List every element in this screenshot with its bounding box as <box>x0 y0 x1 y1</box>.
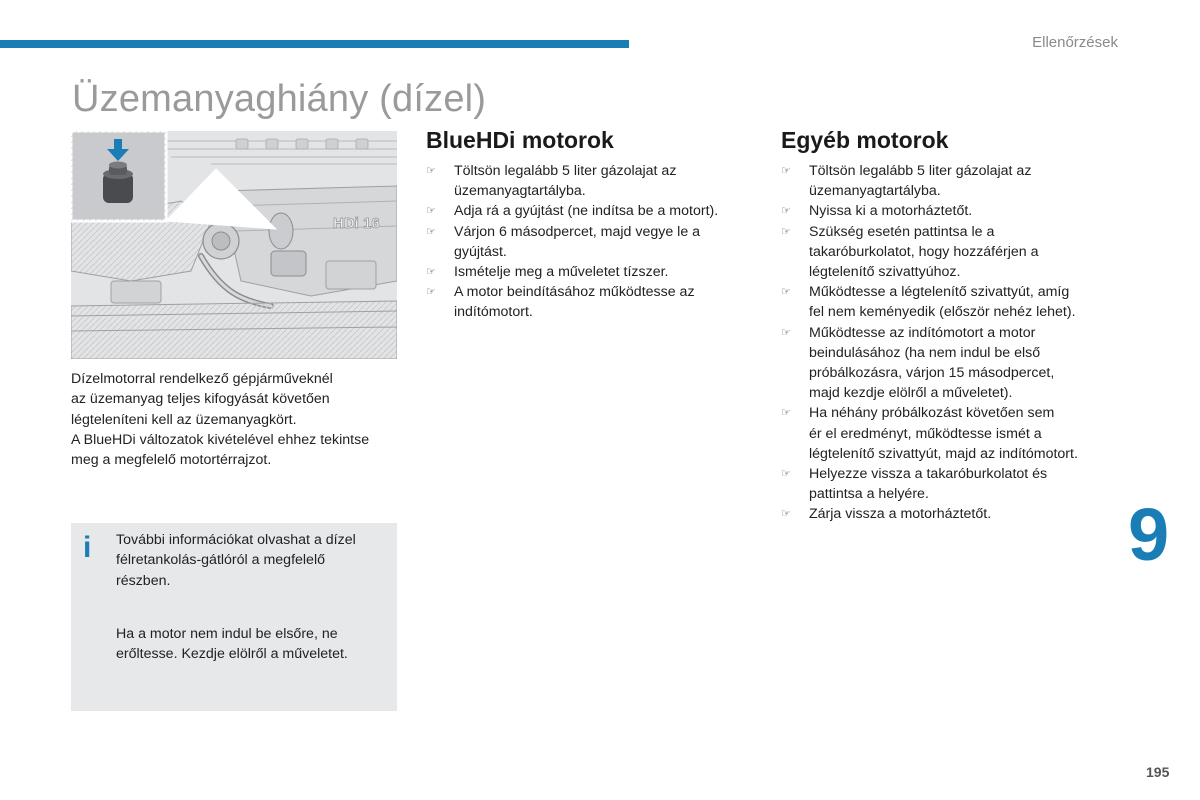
info-line: félretankolás-gátlóról a megfelelő <box>116 552 325 569</box>
step-line: fel nem keményedik (először nehéz lehet). <box>809 304 1076 321</box>
pointing-hand-icon: ☞ <box>781 286 791 299</box>
info-icon: i <box>83 531 92 564</box>
step-line: majd kezdje elölről a műveletet). <box>809 385 1013 402</box>
step-item <box>781 222 1121 283</box>
info-line: Ha a motor nem indul be elsőre, ne <box>116 626 338 642</box>
step-item <box>426 262 756 282</box>
info-line: További információkat olvashat a dízel <box>116 532 356 548</box>
header-accent-bar <box>0 40 629 48</box>
step-line: Töltsön legalább 5 liter gázolajat az <box>454 163 677 179</box>
pointing-hand-icon: ☞ <box>781 508 791 521</box>
step-line: Ha néhány próbálkozást követően sem <box>809 405 1055 422</box>
step-line: Várjon 6 másodpercet, majd vegye le a <box>454 223 701 240</box>
step-line: Adja rá a gyújtást (ne indítsa be a motort). <box>454 203 719 220</box>
section-label: Ellenőrzések <box>1032 34 1118 51</box>
step-line: Működtesse az indítómotort a motor <box>809 324 1036 341</box>
step-line: Töltsön legalább 5 liter gázolajat az <box>809 163 1032 179</box>
step-line: takaróburkolatot, hogy hozzáférjen a <box>809 243 1039 260</box>
other-engines-heading: Egyéb motorok <box>781 127 949 153</box>
step-line: próbálkozásra, várjon 15 másodpercet, <box>809 365 1055 382</box>
info-line: részben. <box>116 572 171 589</box>
page-title: Üzemanyaghiány (dízel) <box>72 78 487 120</box>
bluehdi-heading: BlueHDi motorok <box>426 127 614 153</box>
step-line: indítómotort. <box>454 304 533 321</box>
step-line: Helyezze vissza a takaróburkolatot és <box>809 466 1048 483</box>
page-number: 195 <box>1146 764 1170 780</box>
step-line: üzemanyagtartályba. <box>809 183 941 200</box>
step-line: üzemanyagtartályba. <box>454 183 586 200</box>
pointing-hand-icon: ☞ <box>426 205 436 218</box>
caption-line: Dízelmotorral rendelkező gépjárműveknél <box>71 371 333 387</box>
caption-line: az üzemanyag teljes kifogyását követően <box>71 391 330 408</box>
step-item <box>426 201 756 221</box>
pointing-hand-icon: ☞ <box>426 266 436 279</box>
step-item <box>426 282 756 322</box>
step-item <box>781 161 1121 201</box>
pointing-hand-icon: ☞ <box>426 225 436 238</box>
step-item <box>781 282 1121 322</box>
caption-line: légteleníteni kell az üzemanyagkört. <box>71 411 297 428</box>
pointing-hand-icon: ☞ <box>781 225 791 238</box>
pointing-hand-icon: ☞ <box>781 165 791 177</box>
engine-bay-illustration <box>71 131 397 359</box>
other-engines-steps <box>781 161 1121 525</box>
caption-line: A BlueHDi változatok kivételével ehhez tekintse <box>71 431 370 448</box>
step-line: Szükség esetén pattintsa le a <box>809 223 995 240</box>
step-line: légtelenítő szivattyút, majd az indítómotort. <box>809 445 1078 462</box>
step-line: beindulásához (ha nem indul be első <box>809 344 1041 361</box>
info-paragraph <box>116 624 386 665</box>
step-item <box>781 201 1121 221</box>
caption-line: meg a megfelelő motortérrajzot. <box>71 452 272 469</box>
step-line: ér el eredményt, működtesse ismét a <box>809 425 1042 442</box>
step-item <box>781 504 1121 524</box>
pointing-hand-icon: ☞ <box>781 468 791 481</box>
step-line: Ismételje meg a műveletet tízszer. <box>454 264 669 281</box>
engine-caption <box>71 369 411 470</box>
pointing-hand-icon: ☞ <box>781 205 791 218</box>
step-item <box>781 403 1121 464</box>
step-item <box>426 161 756 201</box>
info-line: erőltesse. Kezdje elölről a műveletet. <box>116 646 348 663</box>
pointing-hand-icon: ☞ <box>426 286 436 299</box>
step-line: Működtesse a légtelenítő szivattyút, amíg <box>809 284 1070 301</box>
step-line: Nyissa ki a motorháztetőt. <box>809 203 973 220</box>
step-line: A motor beindításához működtesse az <box>454 284 695 301</box>
info-paragraph <box>116 530 386 591</box>
info-box <box>71 523 397 711</box>
pointing-hand-icon: ☞ <box>426 165 436 177</box>
bluehdi-steps <box>426 161 756 323</box>
pointing-hand-icon: ☞ <box>781 326 791 339</box>
step-item <box>781 323 1121 404</box>
chapter-number: 9 <box>1128 493 1170 576</box>
step-line: gyújtást. <box>454 243 507 260</box>
engine-badge: HDi 16 <box>333 215 380 232</box>
step-item <box>426 222 756 262</box>
step-line: pattintsa a helyére. <box>809 486 929 503</box>
step-item <box>781 464 1121 504</box>
pointing-hand-icon: ☞ <box>781 407 791 420</box>
step-line: légtelenítő szivattyúhoz. <box>809 264 961 281</box>
step-line: Zárja vissza a motorháztetőt. <box>809 506 992 523</box>
